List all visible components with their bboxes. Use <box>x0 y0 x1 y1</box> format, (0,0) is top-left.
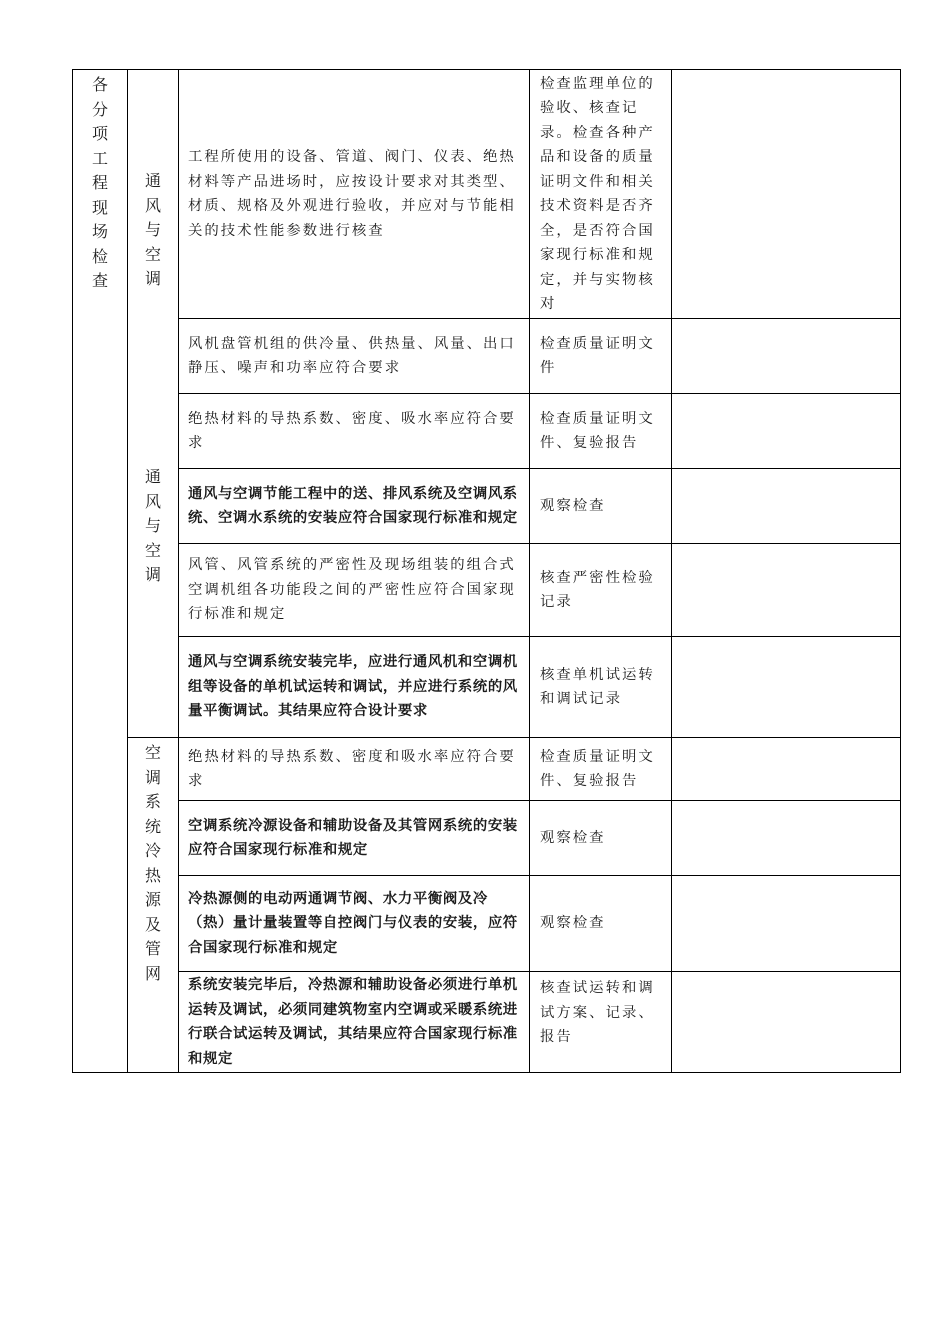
group-label-cell <box>128 465 178 595</box>
result-cell <box>672 738 900 800</box>
requirement-text: 空调系统冷源设备和辅助设备及其管网系统的安装应符合国家现行标准和规定 <box>188 817 518 858</box>
requirement-text: 绝热材料的导热系数、密度和吸水率应符合要求 <box>188 748 516 789</box>
result-cell <box>672 319 900 393</box>
method-cell <box>530 738 671 800</box>
result-cell <box>672 801 900 875</box>
result-cell <box>672 394 900 468</box>
requirement-cell <box>179 637 529 737</box>
method-text: 核查试运转和调试方案、记录、报告 <box>540 980 655 1045</box>
group-label: 通 风 与 空 调 <box>144 467 161 584</box>
method-cell <box>530 544 671 636</box>
method-cell <box>530 394 671 468</box>
method-text: 检查质量证明文件、复验报告 <box>540 410 655 451</box>
method-cell <box>530 876 671 971</box>
method-text: 观察检查 <box>540 497 606 514</box>
result-cell <box>672 972 900 1072</box>
requirement-text: 工程所使用的设备、管道、阀门、仪表、绝热材料等产品进场时，应按设计要求对其类型、材质、规格及外观进行验收，并应对与节能相关的技术性能参数进行核查 <box>188 149 516 239</box>
requirement-cell <box>179 738 529 800</box>
group-label-cell <box>128 741 178 1001</box>
group-label: 空 调 系 统 冷 热 源 及 管 网 <box>144 743 161 983</box>
result-cell <box>672 469 900 543</box>
requirement-cell <box>179 972 529 1072</box>
requirement-cell <box>179 469 529 543</box>
requirement-text: 绝热材料的导热系数、密度、吸水率应符合要求 <box>188 410 516 451</box>
requirement-text: 冷热源侧的电动两通调节阀、水力平衡阀及冷（热）量计量装置等自控阀门与仪表的安装，应符合国家现行标准和规定 <box>188 890 518 956</box>
requirement-cell <box>179 801 529 875</box>
requirement-text: 通风与空调系统安装完毕，应进行通风机和空调机组等设备的单机试运转和调试，并应进行系统的风量平衡调试。其结果应符合设计要求 <box>188 654 518 720</box>
requirement-text: 风机盘管机组的供冷量、供热量、风量、出口静压、噪声和功率应符合要求 <box>188 335 516 376</box>
method-cell <box>530 70 671 318</box>
requirement-cell <box>179 319 529 393</box>
method-cell <box>530 972 671 1072</box>
method-text: 检查监理单位的验收、核查记录。检查各种产品和设备的质量证明文件和相关技术资料是否齐全，是否符合国家现行标准和规定，并与实物核对 <box>540 75 655 312</box>
requirement-text: 通风与空调节能工程中的送、排风系统及空调风系统、空调水系统的安装应符合国家现行标准和规定 <box>188 485 518 526</box>
requirement-text: 系统安装完毕后，冷热源和辅助设备必须进行单机运转及调试，必须同建筑物室内空调或采暖系统进行联合试运转及调试，其结果应符合国家现行标准和规定 <box>188 977 518 1067</box>
result-cell <box>672 544 900 636</box>
method-cell <box>530 801 671 875</box>
requirement-cell <box>179 876 529 971</box>
requirement-cell <box>179 544 529 636</box>
group-label: 通 风 与 空 调 <box>144 171 161 288</box>
method-text: 检查质量证明文件 <box>540 335 655 376</box>
inspection-table <box>72 69 901 1073</box>
section-label: 各 分 项 工 程 现 场 检 查 <box>91 75 108 290</box>
method-text: 核查严密性检验记录 <box>540 569 655 610</box>
method-cell <box>530 319 671 393</box>
method-cell <box>530 637 671 737</box>
result-cell <box>672 876 900 971</box>
method-text: 核查单机试运转和调试记录 <box>540 666 655 707</box>
result-cell <box>672 637 900 737</box>
result-cell <box>672 70 900 318</box>
requirement-text: 风管、风管系统的严密性及现场组装的组合式空调机组各功能段之间的严密性应符合国家现行标准和规定 <box>188 557 516 623</box>
method-text: 检查质量证明文件、复验报告 <box>540 748 655 789</box>
table-border-right <box>900 69 901 1073</box>
requirement-cell <box>179 70 529 318</box>
method-text: 观察检查 <box>540 915 606 932</box>
method-text: 观察检查 <box>540 829 606 846</box>
method-cell <box>530 469 671 543</box>
section-label-cell <box>73 73 127 313</box>
group-label-cell <box>128 169 178 299</box>
requirement-cell <box>179 394 529 468</box>
table-border-bottom <box>72 1072 901 1073</box>
